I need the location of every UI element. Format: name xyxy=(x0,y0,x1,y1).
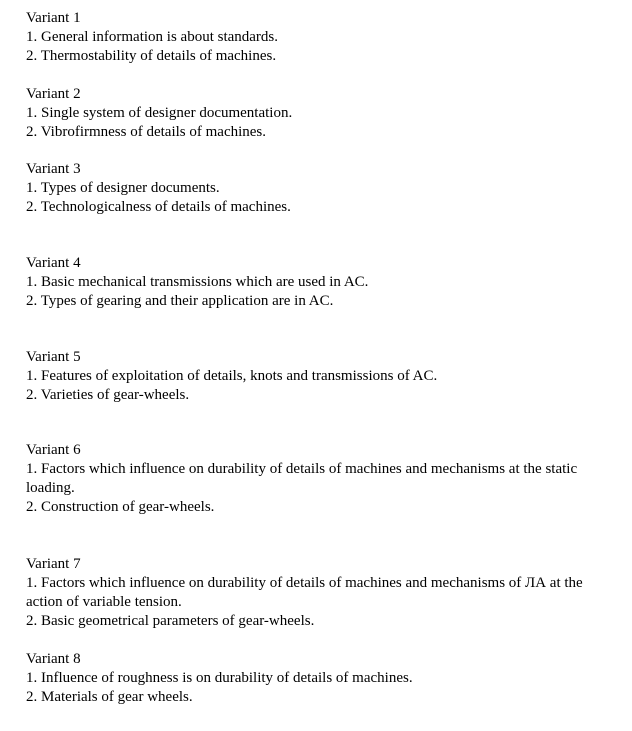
variant-title: Variant 1 xyxy=(26,10,81,26)
variant-question-2: 2. Materials of gear wheels. xyxy=(26,689,193,705)
variant-question-1: 1. Single system of designer documentation. xyxy=(26,105,293,121)
variant-title: Variant 3 xyxy=(26,161,81,177)
variant-question-2: 2. Varieties of gear-wheels. xyxy=(26,387,190,403)
variant-question-1: 1. General information is about standards. xyxy=(26,29,279,45)
variant-question-2: 2. Construction of gear-wheels. xyxy=(26,499,215,515)
variant-block-3 xyxy=(26,160,596,217)
variant-block-5 xyxy=(26,348,596,405)
variant-question-1: 1. Influence of roughness is on durability of details of machines. xyxy=(26,670,413,686)
variant-question-2: 2. Basic geometrical parameters of gear-wheels. xyxy=(26,613,315,629)
variant-question-2: 2. Technologicalness of details of machines. xyxy=(26,199,291,215)
variant-title: Variant 4 xyxy=(26,255,81,271)
variant-question-1: 1. Factors which influence on durability of details of machines and mechanisms at the static loading. xyxy=(26,461,578,496)
variant-question-2: 2. Types of gearing and their application are in AC. xyxy=(26,293,334,309)
variant-title: Variant 7 xyxy=(26,556,81,572)
variant-title: Variant 2 xyxy=(26,86,81,102)
variant-block-6 xyxy=(26,441,596,517)
variant-question-1: 1. Basic mechanical transmissions which are used in AC. xyxy=(26,274,369,290)
variant-title: Variant 5 xyxy=(26,349,81,365)
variant-question-1: 1. Types of designer documents. xyxy=(26,180,220,196)
variant-question-2: 2. Vibrofirmness of details of machines. xyxy=(26,124,267,140)
variant-block-1 xyxy=(26,9,596,66)
variant-block-7 xyxy=(26,555,596,631)
variant-question-1: 1. Features of exploitation of details, knots and transmissions of AC. xyxy=(26,368,438,384)
variant-block-2 xyxy=(26,85,596,142)
variant-block-4 xyxy=(26,254,596,311)
variant-question-2: 2. Thermostability of details of machines. xyxy=(26,48,277,64)
variant-question-1: 1. Factors which influence on durability of details of machines and mechanisms of ЛА at the action of variable tension. xyxy=(26,575,583,610)
variant-block-8 xyxy=(26,650,596,707)
variant-title: Variant 8 xyxy=(26,651,81,667)
variant-title: Variant 6 xyxy=(26,442,81,458)
